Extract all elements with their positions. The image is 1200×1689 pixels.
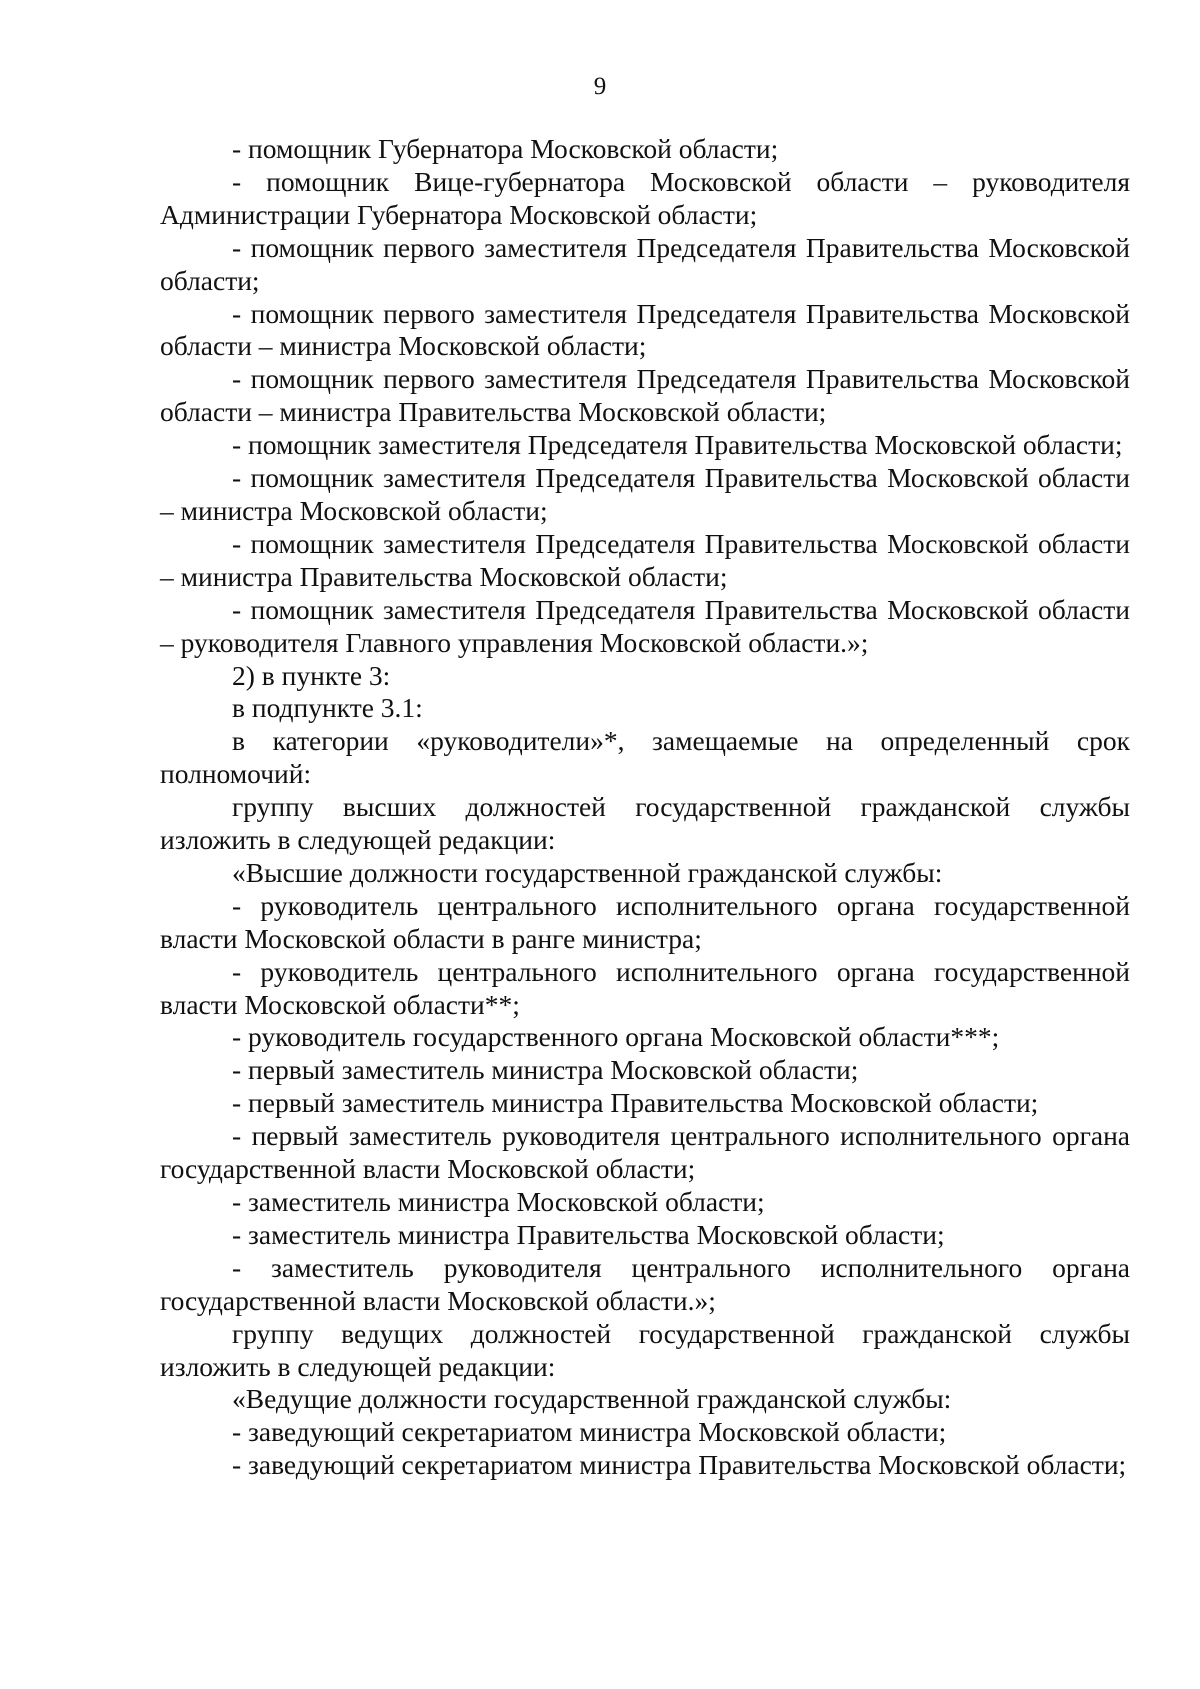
paragraph: - помощник первого заместителя Председателя Правительства Московской области – министра Правительства Московской области; <box>160 363 1130 428</box>
paragraph: группу высших должностей государственной гражданской службы изложить в следующей редакции: <box>160 791 1130 856</box>
paragraph: - заместитель министра Московской области; <box>232 1186 765 1217</box>
page-number: 9 <box>593 73 607 100</box>
paragraph: - первый заместитель министра Правительства Московской области; <box>232 1087 1039 1119</box>
paragraph: - руководитель центрального исполнительного органа государственной власти Московской области в ранге министра; <box>160 889 1130 954</box>
paragraph: - первый заместитель министра Московской области; <box>232 1054 859 1086</box>
paragraph: - помощник Губернатора Московской области; <box>232 133 779 164</box>
paragraph: - помощник Вице-губернатора Московской области – руководителя Администрации Губернатора Московской области; <box>160 165 1130 230</box>
paragraph: - помощник первого заместителя Председателя Правительства Московской области – министра Московской области; <box>160 297 1130 362</box>
paragraph: - помощник заместителя Председателя Правительства Московской области – министра Московской области; <box>160 462 1130 526</box>
paragraph: - заместитель министра Правительства Московской области; <box>232 1218 945 1250</box>
paragraph: - помощник заместителя Председателя Правительства Московской области – руководителя Главного управления Московской области.»; <box>160 593 1130 658</box>
paragraph: - руководитель государственного органа Московской области***; <box>232 1021 1000 1053</box>
paragraph: «Ведущие должности государственной гражданской службы: <box>232 1383 952 1415</box>
paragraph: 2) в пункте 3: <box>232 659 391 691</box>
paragraph: - помощник первого заместителя Председателя Правительства Московской области; <box>160 231 1130 296</box>
paragraph: - заместитель руководителя центрального исполнительного органа государственной власти Московской области.»; <box>160 1251 1130 1316</box>
paragraph: «Высшие должности государственной гражданской службы: <box>232 856 943 888</box>
document-body <box>160 133 1130 1482</box>
paragraph: - помощник заместителя Председателя Правительства Московской области; <box>232 429 1123 461</box>
paragraph: - помощник заместителя Председателя Правительства Московской области – министра Правительства Московской области; <box>160 527 1130 592</box>
paragraph: - заведующий секретариатом министра Московской области; <box>232 1416 947 1448</box>
paragraph: в подпункте 3.1: <box>232 692 423 724</box>
paragraph: в категории «руководители»*, замещаемые на определенный срок полномочий: <box>160 725 1130 790</box>
paragraph: группу ведущих должностей государственной гражданской службы изложить в следующей редакции: <box>160 1317 1130 1382</box>
paragraph: - руководитель центрального исполнительного органа государственной власти Московской области**; <box>160 955 1130 1020</box>
paragraph: - заведующий секретариатом министра Правительства Московской области; <box>232 1449 1127 1481</box>
paragraph: - первый заместитель руководителя центрального исполнительного органа государственной власти Московской области; <box>160 1120 1130 1185</box>
